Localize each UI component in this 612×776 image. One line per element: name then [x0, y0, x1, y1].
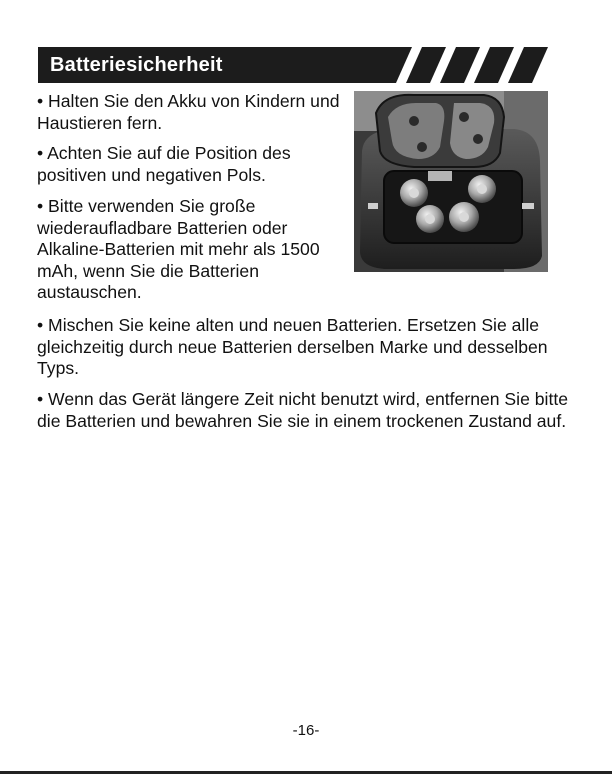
section-title: Batteriesicherheit [50, 54, 223, 76]
safety-paragraph-2: • Achten Sie auf die Position des positiven und negativen Pols. [37, 143, 291, 185]
battery-compartment-photo [354, 91, 548, 272]
bottom-divider [0, 771, 612, 774]
safety-paragraph-4: • Mischen Sie keine alten und neuen Batterien. Ersetzen Sie alle gleichzeitig durch neue Batterien derselben Marke und desselben Typs. [37, 315, 548, 378]
section-header-bar [38, 47, 548, 83]
safety-paragraph-3: • Bitte verwenden Sie große wiederaufladbare Batterien oder Alkaline-Batterien mit mehr als 1500 mAh, wenn Sie die Batterien austauschen. [37, 196, 320, 302]
page-number: -16- [292, 722, 320, 739]
safety-paragraph-1: • Halten Sie den Akku von Kindern und Haustieren fern. [37, 91, 340, 133]
safety-paragraph-5: • Wenn das Gerät längere Zeit nicht benutzt wird, entfernen Sie bitte die Batterien und bewahren Sie sie in einem trockenen Zustand auf. [37, 389, 569, 431]
